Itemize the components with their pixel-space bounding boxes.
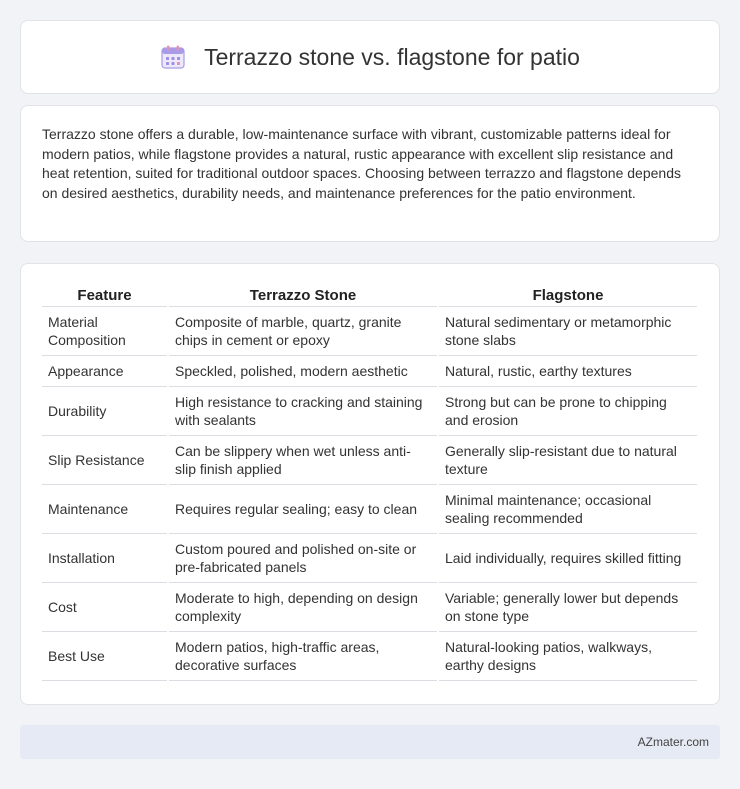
terrazzo-cell: High resistance to cracking and staining with sealants bbox=[169, 387, 437, 436]
table-row bbox=[42, 485, 697, 534]
flagstone-cell: Strong but can be prone to chipping and erosion bbox=[439, 387, 697, 436]
page-title: Terrazzo stone vs. flagstone for patio bbox=[204, 43, 580, 70]
header-flagstone: Flagstone bbox=[439, 285, 697, 307]
comparison-table bbox=[40, 285, 699, 681]
terrazzo-cell: Modern patios, high-traffic areas, decorative surfaces bbox=[169, 632, 437, 681]
calendar-icon bbox=[160, 44, 186, 70]
terrazzo-cell: Speckled, polished, modern aesthetic bbox=[169, 356, 437, 387]
comparison-card bbox=[20, 263, 720, 705]
terrazzo-cell: Composite of marble, quartz, granite chips in cement or epoxy bbox=[169, 307, 437, 356]
flagstone-cell: Minimal maintenance; occasional sealing recommended bbox=[439, 485, 697, 534]
title-card bbox=[20, 20, 720, 94]
title-wrap bbox=[160, 44, 580, 71]
summary-card bbox=[20, 105, 720, 242]
terrazzo-cell: Can be slippery when wet unless anti-slip finish applied bbox=[169, 436, 437, 485]
table-row bbox=[42, 632, 697, 681]
feature-cell: Installation bbox=[42, 534, 167, 583]
flagstone-cell: Generally slip-resistant due to natural texture bbox=[439, 436, 697, 485]
feature-cell: Slip Resistance bbox=[42, 436, 167, 485]
feature-cell: Material Composition bbox=[42, 307, 167, 356]
table-row bbox=[42, 356, 697, 387]
header-feature: Feature bbox=[42, 285, 167, 307]
flagstone-cell: Variable; generally lower but depends on stone type bbox=[439, 583, 697, 632]
header-terrazzo: Terrazzo Stone bbox=[169, 285, 437, 307]
table-row bbox=[42, 583, 697, 632]
feature-cell: Maintenance bbox=[42, 485, 167, 534]
terrazzo-cell: Requires regular sealing; easy to clean bbox=[169, 485, 437, 534]
table-row bbox=[42, 387, 697, 436]
summary-text: Terrazzo stone offers a durable, low-maintenance surface with vibrant, customizable patterns ideal for modern patios, while flagstone provides a natural, rustic appearance with excellent slip resistance and heat retention, suited for traditional outdoor spaces. Choosing between terrazzo and flagstone depends on desired aesthetics, durability needs, and maintenance preferences for the patio environment. bbox=[42, 126, 681, 201]
terrazzo-cell: Moderate to high, depending on design complexity bbox=[169, 583, 437, 632]
footer-bar bbox=[20, 725, 720, 759]
feature-cell: Durability bbox=[42, 387, 167, 436]
table-header-row bbox=[42, 285, 697, 307]
terrazzo-cell: Custom poured and polished on-site or pre-fabricated panels bbox=[169, 534, 437, 583]
flagstone-cell: Natural sedimentary or metamorphic stone slabs bbox=[439, 307, 697, 356]
table-row bbox=[42, 534, 697, 583]
flagstone-cell: Natural-looking patios, walkways, earthy designs bbox=[439, 632, 697, 681]
table-row bbox=[42, 307, 697, 356]
feature-cell: Cost bbox=[42, 583, 167, 632]
feature-cell: Best Use bbox=[42, 632, 167, 681]
footer-brand[interactable]: AZmater.com bbox=[637, 735, 709, 749]
flagstone-cell: Laid individually, requires skilled fitting bbox=[439, 534, 697, 583]
feature-cell: Appearance bbox=[42, 356, 167, 387]
table-row bbox=[42, 436, 697, 485]
flagstone-cell: Natural, rustic, earthy textures bbox=[439, 356, 697, 387]
